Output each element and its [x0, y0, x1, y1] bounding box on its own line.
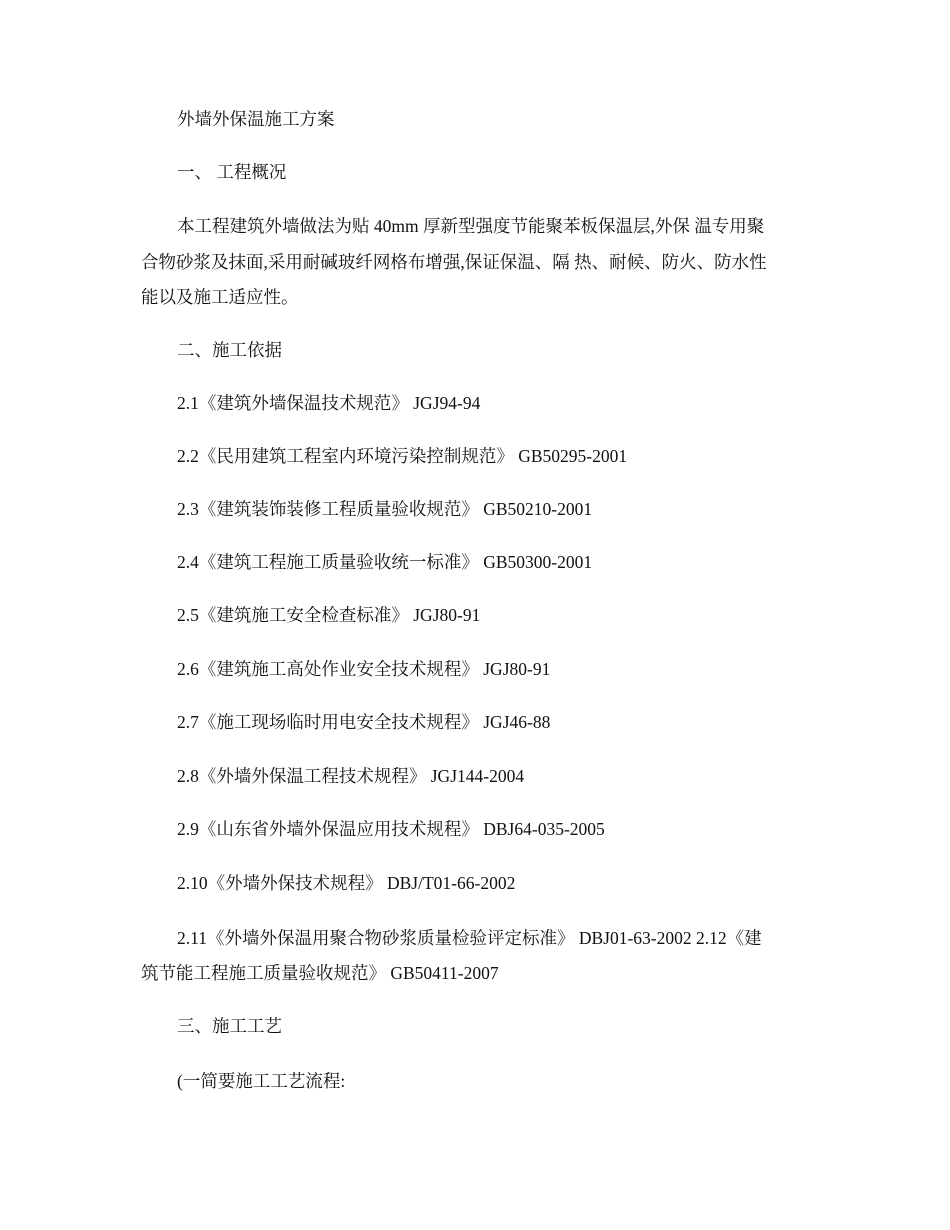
paragraph-line: 能以及施工适应性。: [141, 287, 299, 307]
reference-item: 2.5《建筑施工安全检查标准》 JGJ80-91: [177, 605, 481, 625]
reference-item: 2.6《建筑施工高处作业安全技术规程》 JGJ80-91: [177, 659, 551, 679]
reference-item: 2.3《建筑装饰装修工程质量验收规范》 GB50210-2001: [177, 499, 593, 519]
reference-item: 2.10《外墙外保技术规程》 DBJ/T01-66-2002: [177, 873, 516, 893]
reference-item-continuation: 筑节能工程施工质量验收规范》 GB50411-2007: [141, 963, 499, 983]
reference-item: 2.2《民用建筑工程室内环境污染控制规范》 GB50295-2001: [177, 446, 628, 466]
reference-item: 2.4《建筑工程施工质量验收统一标准》 GB50300-2001: [177, 552, 593, 572]
section-heading-2: 二、施工依据: [177, 340, 282, 360]
document-title: 外墙外保温施工方案: [177, 109, 335, 129]
reference-item: 2.7《施工现场临时用电安全技术规程》 JGJ46-88: [177, 712, 551, 732]
subsection-heading: (一简要施工工艺流程:: [177, 1071, 346, 1091]
reference-item: 2.11《外墙外保温用聚合物砂浆质量检验评定标准》 DBJ01-63-2002 2.12《建: [177, 928, 762, 948]
reference-item: 2.8《外墙外保温工程技术规程》 JGJ144-2004: [177, 766, 525, 786]
reference-item: 2.9《山东省外墙外保温应用技术规程》 DBJ64-035-2005: [177, 819, 605, 839]
section-heading-1: 一、 工程概况: [177, 162, 287, 182]
reference-item: 2.1《建筑外墙保温技术规范》 JGJ94-94: [177, 393, 481, 413]
section-heading-3: 三、施工工艺: [177, 1016, 282, 1036]
paragraph-line: 合物砂浆及抹面,采用耐碱玻纤网格布增强,保证保温、隔 热、耐候、防火、防水性: [141, 252, 767, 272]
paragraph-line: 本工程建筑外墙做法为贴 40mm 厚新型强度节能聚苯板保温层,外保 温专用聚: [177, 216, 765, 236]
